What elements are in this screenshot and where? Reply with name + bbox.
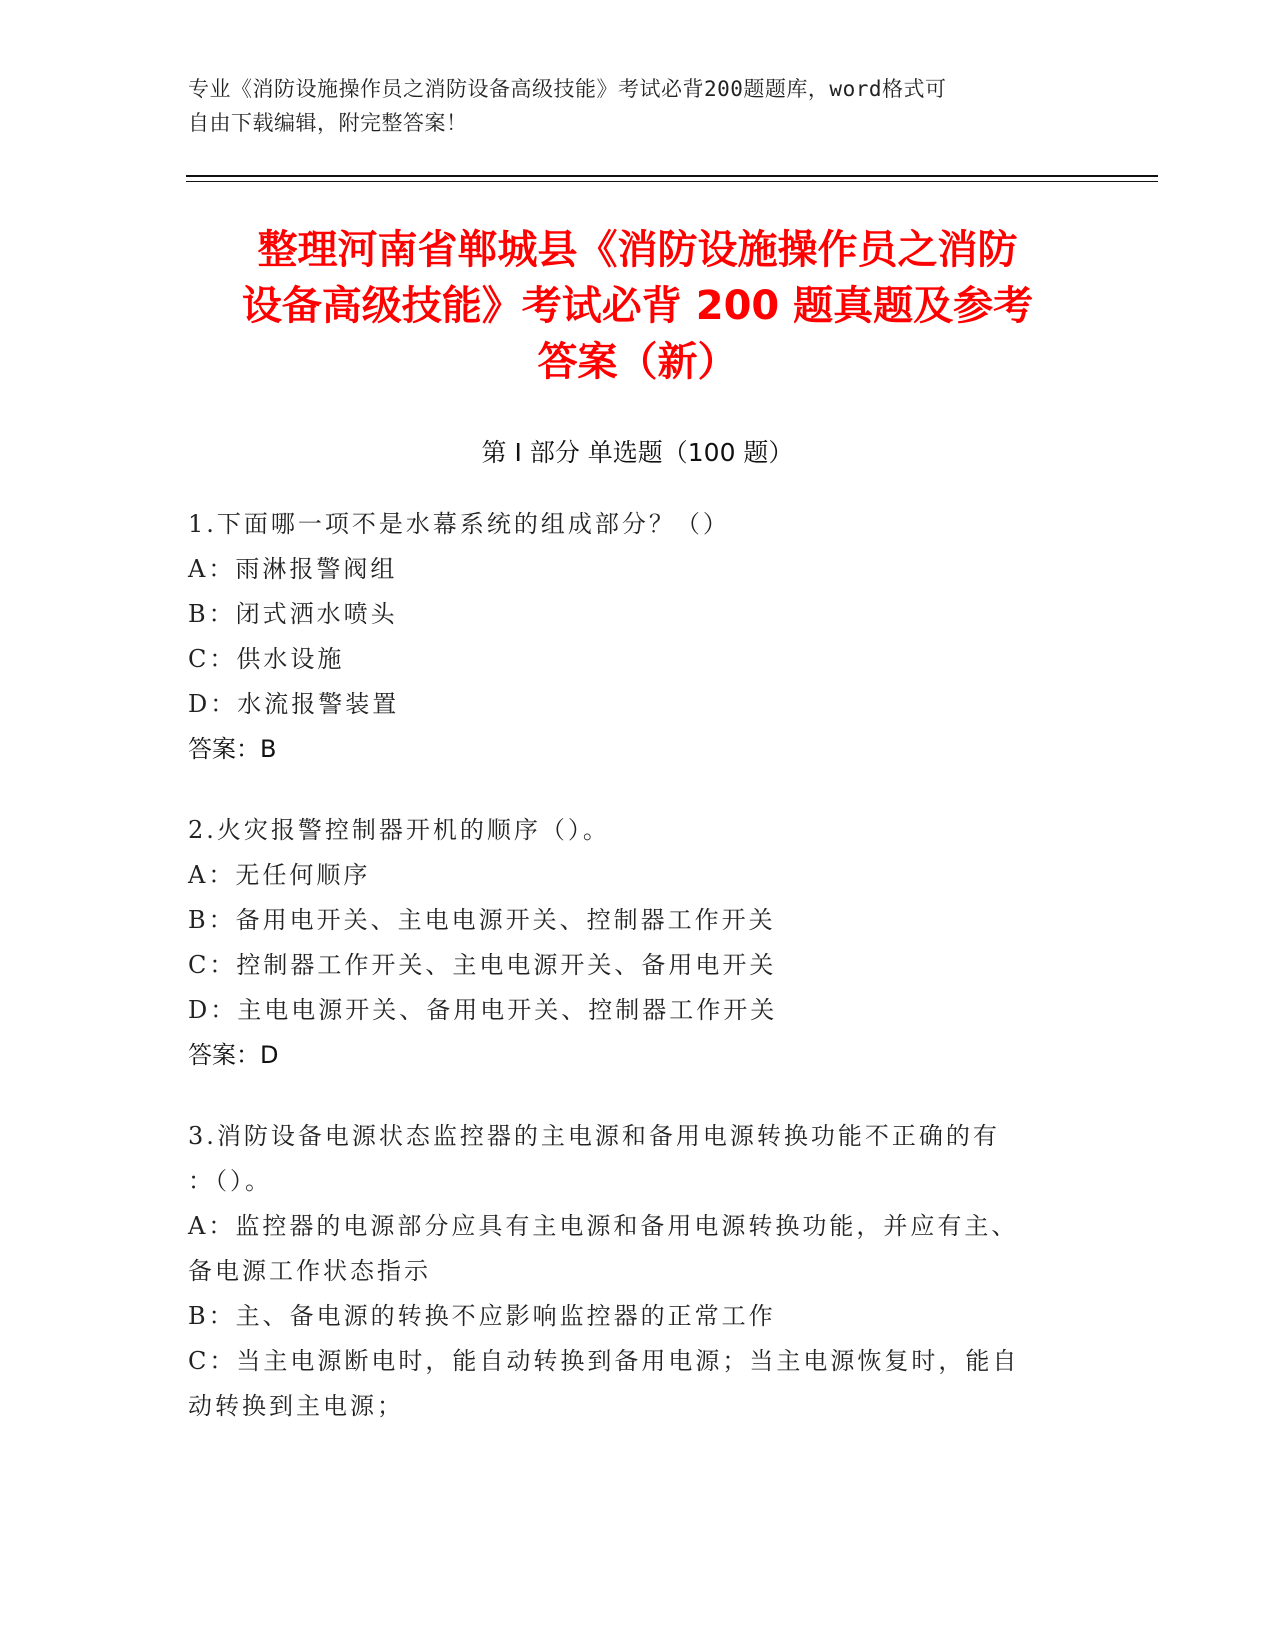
option-d: D：主电电源开关、备用电开关、控制器工作开关 bbox=[188, 996, 778, 1024]
question-1 bbox=[188, 502, 1088, 772]
header-divider-thick bbox=[186, 175, 1158, 177]
option-c: C：控制器工作开关、主电电源开关、备用电开关 bbox=[188, 951, 777, 979]
question-3 bbox=[188, 1114, 1088, 1429]
question-stem: 2.火灾报警控制器开机的顺序（）。 bbox=[188, 816, 610, 844]
answer: 答案：B bbox=[188, 735, 277, 763]
option-a: A：雨淋报警阀组 bbox=[188, 555, 398, 583]
question-stem-line-2: ：（）。 bbox=[188, 1167, 272, 1195]
option-c-line-2: 动转换到主电源； bbox=[188, 1392, 404, 1420]
answer: 答案：D bbox=[188, 1041, 279, 1069]
option-c: C：供水设施 bbox=[188, 645, 345, 673]
header-note-line-1: 专业《消防设施操作员之消防设备高级技能》考试必背200题题库，word格式可 bbox=[188, 77, 947, 101]
option-b: B：闭式洒水喷头 bbox=[188, 600, 398, 628]
header-divider-thin bbox=[186, 181, 1158, 182]
title-line-3: 答案（新） bbox=[537, 339, 738, 385]
header-note bbox=[188, 72, 1068, 140]
option-a: A：无任何顺序 bbox=[188, 861, 371, 889]
option-a-line-1: A：监控器的电源部分应具有主电源和备用电源转换功能，并应有主、 bbox=[188, 1212, 1019, 1240]
option-a-line-2: 备电源工作状态指示 bbox=[188, 1257, 431, 1285]
option-d: D：水流报警装置 bbox=[188, 690, 400, 718]
option-c-line-1: C：当主电源断电时，能自动转换到备用电源；当主电源恢复时，能自 bbox=[188, 1347, 1020, 1375]
title-line-1: 整理河南省郸城县《消防设施操作员之消防 bbox=[257, 227, 1018, 273]
question-stem-line-1: 3.消防设备电源状态监控器的主电源和备用电源转换功能不正确的有 bbox=[188, 1122, 1000, 1150]
section-title: 第 I 部分 单选题（100 题） bbox=[481, 438, 794, 467]
option-b: B：备用电开关、主电电源开关、控制器工作开关 bbox=[188, 906, 776, 934]
document-title bbox=[170, 222, 1105, 390]
header-note-line-2: 自由下载编辑，附完整答案！ bbox=[188, 111, 468, 135]
question-stem: 1.下面哪一项不是水幕系统的组成部分？（） bbox=[188, 510, 730, 538]
title-line-2: 设备高级技能》考试必背 200 题真题及参考 bbox=[241, 283, 1034, 329]
option-b: B：主、备电源的转换不应影响监控器的正常工作 bbox=[188, 1302, 776, 1330]
question-2 bbox=[188, 808, 1088, 1078]
